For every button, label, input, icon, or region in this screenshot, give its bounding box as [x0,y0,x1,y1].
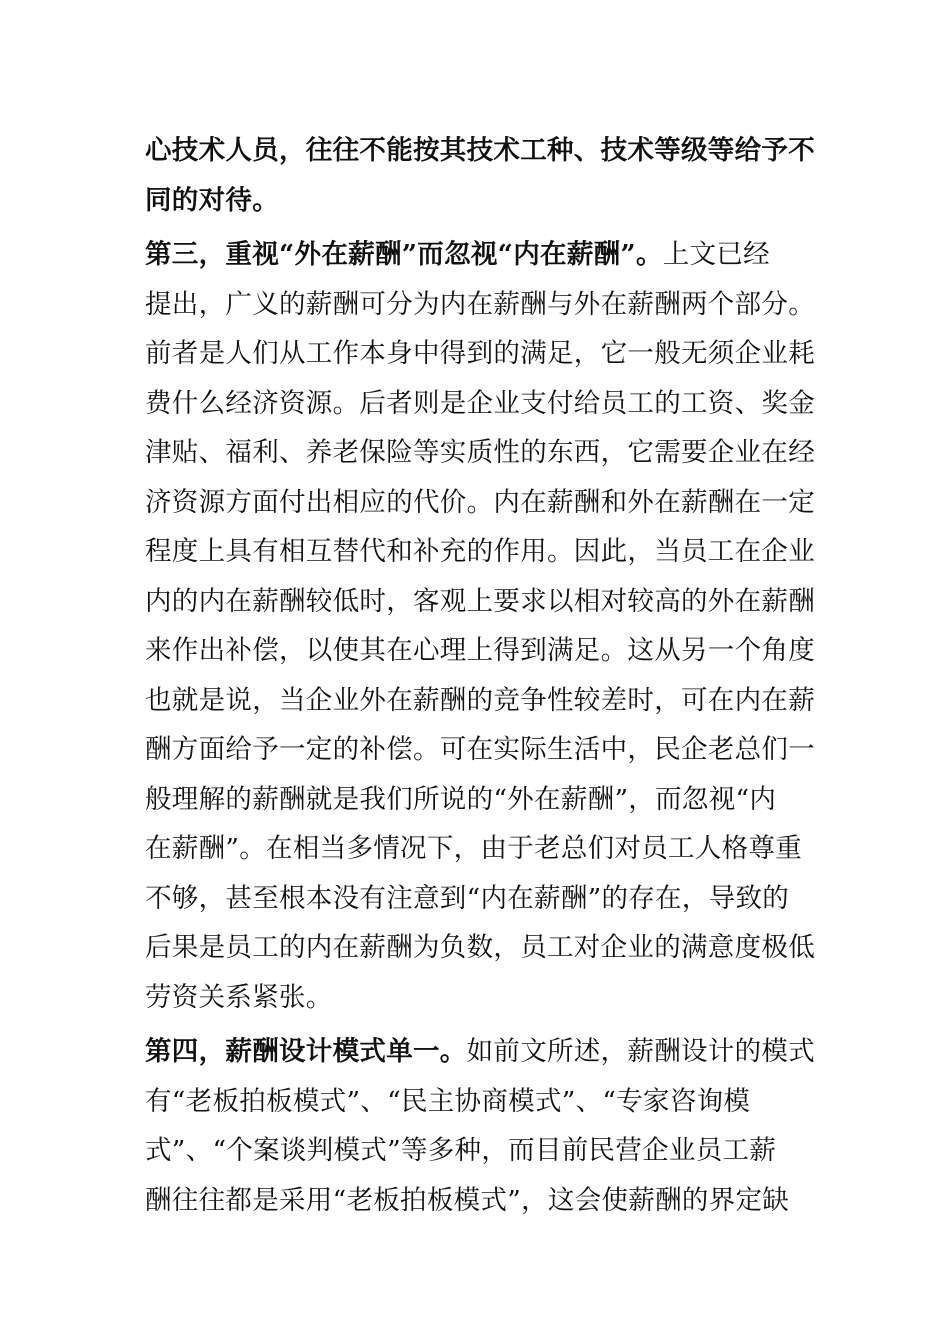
text-line [145,527,815,577]
text-segment: 内的内在薪酬较低时，客观上要求以相对较高的外在薪酬 [145,585,815,617]
paragraph [145,1027,816,1225]
text-line [145,626,815,676]
text-line [145,230,809,280]
bold-text-segment: 同的对待。 [145,184,279,216]
text-segment: 有“老板拍板模式”、“民主协商模式”、“专家咨询模 [145,1085,751,1117]
text-line [145,1126,809,1176]
text-line [145,379,815,429]
text-line [145,775,809,825]
text-line [145,577,815,627]
text-line [145,923,815,973]
bold-text-segment: 第四，薪酬设计模式单一。 [145,1036,467,1067]
text-segment: 程度上具有相互替代和补充的作用。因此，当员工在企业 [145,536,815,567]
text-line [145,329,815,379]
text-line [145,1077,809,1127]
text-line [145,478,815,528]
text-segment: 如前文所述，薪酬设计的模式 [466,1036,816,1067]
text-segment: 不够，甚至根本没有注意到“内在薪酬”的存在，导致的 [145,882,790,914]
text-line [145,280,815,330]
text-segment: 来作出补偿，以使其在心理上得到满足。这从另一个角度 [145,635,815,666]
text-line [145,874,809,924]
text-segment: 酬方面给予一定的补偿。可在实际生活中，民企老总们一 [145,734,815,765]
text-segment: 前者是人们从工作本身中得到的满足，它一般无须企业耗 [145,338,815,369]
body-text [145,126,816,1225]
text-segment: 酬往往都是采用“老板拍板模式”，这会使薪酬的界定缺 [145,1184,790,1216]
text-line [145,725,815,775]
text-segment: 费什么经济资源。后者则是企业支付给员工的工资、奖金 [145,387,815,419]
paragraph [145,126,815,225]
text-segment: 在薪酬”。在相当多情况下，由于老总们对员工人格尊重 [145,833,803,864]
text-segment: 济资源方面付出相应的代价。内在薪酬和外在薪酬在一定 [145,486,815,518]
paragraph [145,230,815,1022]
text-line [145,126,815,176]
text-segment: 上文已经 [662,239,770,270]
text-segment: 劳资关系紧张。 [145,981,333,1013]
text-line [145,824,809,874]
text-segment: 津贴、福利、养老保险等实质性的东西，它需要企业在经 [145,437,815,468]
text-line [145,973,809,1023]
text-segment: 提出，广义的薪酬可分为内在薪酬与外在薪酬两个部分。 [145,288,815,320]
text-line [145,1027,816,1077]
text-line [145,428,815,478]
bold-text-segment: 第三，重视“外在薪酬”而忽视“内在薪酬”。 [145,239,663,270]
text-segment: 般理解的薪酬就是我们所说的“外在薪酬”，而忽视“内 [145,783,777,815]
text-segment: 也就是说，当企业外在薪酬的竞争性较差时，可在内在薪 [145,684,815,716]
text-line [145,676,815,726]
bold-text-segment: 心技术人员，往往不能按其技术工种、技术等级等给予不 [145,135,815,166]
text-line [145,176,809,226]
text-segment: 式”、“个案谈判模式”等多种，而目前民营企业员工薪 [145,1135,777,1166]
text-line [145,1176,809,1226]
text-segment: 后果是员工的内在薪酬为负数，员工对企业的满意度极低 [145,932,815,963]
